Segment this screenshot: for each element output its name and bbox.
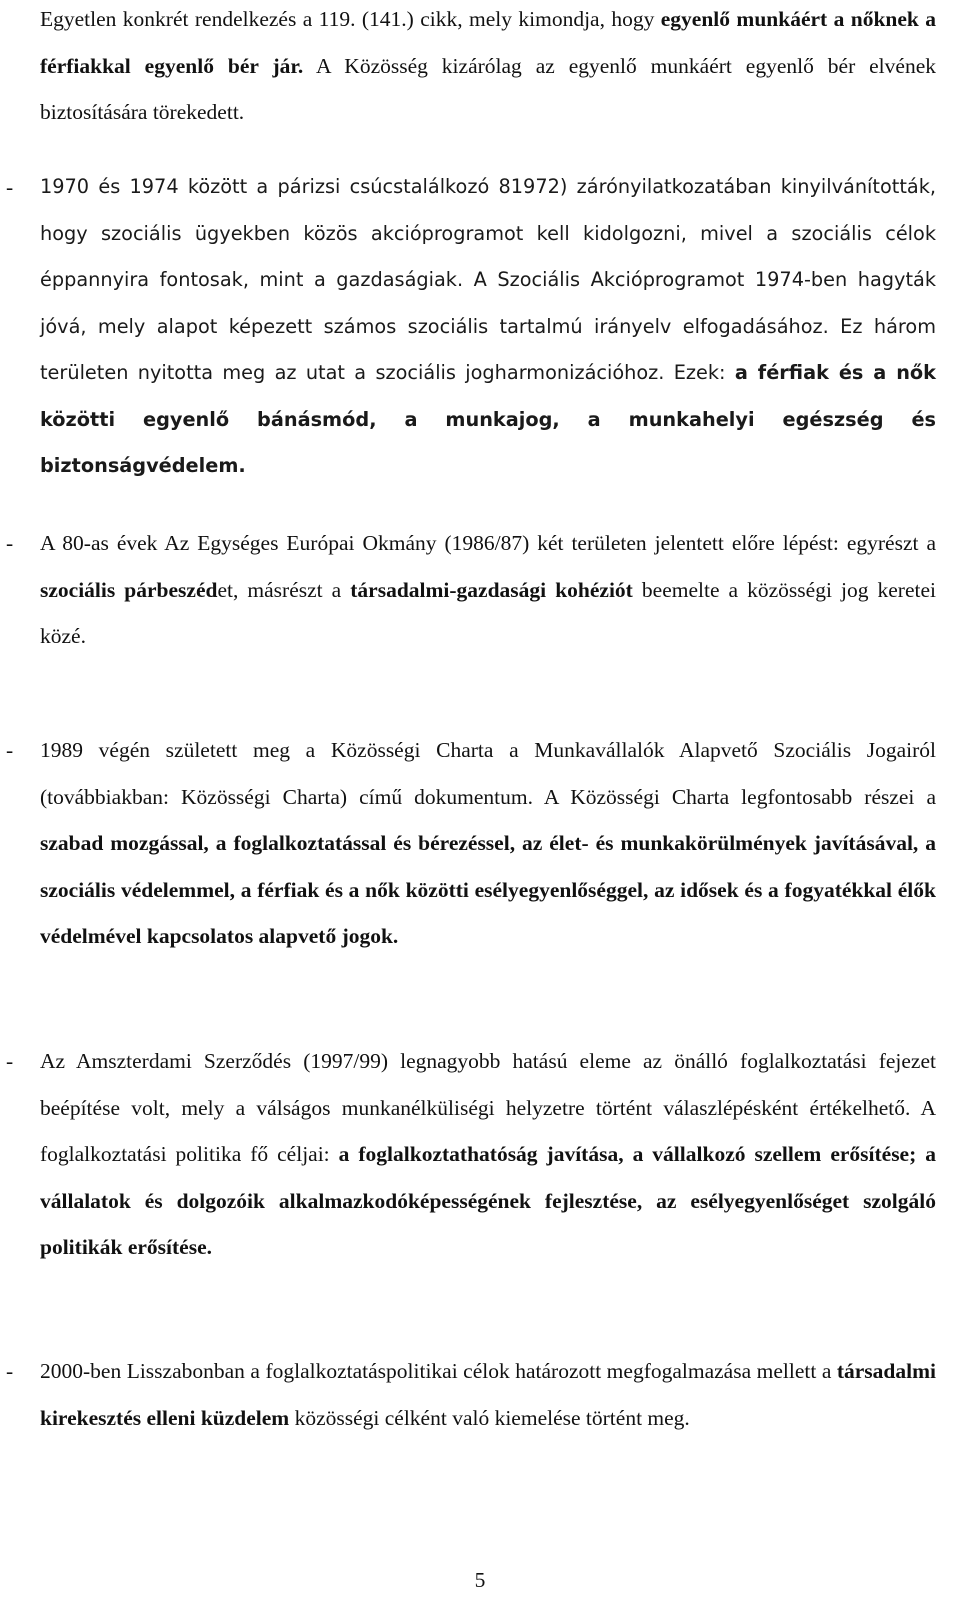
- list-bullet: -: [6, 1359, 14, 1383]
- list-bullet: -: [6, 1049, 14, 1073]
- list-item-text: [40, 164, 936, 490]
- item-text: 1970 és 1974 között a párizsi csúcstalálkozó 81972) zárónyilatkozatában kinyilvánították, hogy szociális ügyekben közös akcióprogramot kell kidolgozni, mivel a szociális célok éppannyira fontosak, mint a gazdaságiak. A Szociális Akcióprogramot 1974-ben hagyták jóvá, mely alapot képezett számos szociális tartalmú irányelv elfogadásához. Ez három területen nyitotta meg az utat a szociális jogharmonizációhoz. Ezek:: [40, 175, 936, 384]
- item-bold: a foglalkoztathatóság javítása, a vállalkozó szellem erősítése; a vállalatok és dolgozóik alkalmazkodóképességének fejlesztése, az esélyegyenlőséget szolgáló politikák erősítése.: [40, 1142, 937, 1259]
- intro-text-2: A Közösség kizárólag az egyenlő munkáért egyenlő bér elvének biztosítására törekedett.: [40, 53, 936, 124]
- intro-paragraph: [40, 0, 936, 136]
- list-item-text: [40, 1348, 936, 1441]
- list-bullet: -: [6, 531, 14, 555]
- item-text: beemelte a közösségi jog keretei közé.: [40, 577, 936, 648]
- item-text: közösségi célként való kiemelése történt meg.: [289, 1405, 690, 1430]
- item-text: Az Amszterdami Szerződés (1997/99) legnagyobb hatású eleme az önálló foglalkoztatási fejezet beépítése volt, mely a válságos munkanélküliségi helyzetre történt válaszlépésként értékelhető. A foglalkoztatási politika fő céljai:: [40, 1049, 936, 1166]
- list-item-text: [40, 727, 936, 960]
- list-bullet: -: [6, 175, 14, 199]
- item-bold: társadalmi kirekesztés elleni küzdelem: [40, 1359, 936, 1430]
- page-number: 5: [474, 1568, 486, 1592]
- item-bold: szociális párbeszéd: [40, 577, 218, 602]
- item-bold: szabad mozgással, a foglalkoztatással és bérezéssel, az élet- és munkakörülmények javításával, a szociális védelemmel, a férfiak és a nők közötti esélyegyenlőséggel, az idősek és a fogyatékkal élők védelmével kapcsolatos alapvető jogok.: [40, 831, 936, 948]
- list-item-text: [40, 520, 936, 660]
- list-item-text: [40, 1038, 936, 1271]
- item-text: et, másrészt a: [217, 577, 351, 602]
- intro-bold-1: egyenlő munkáért a nőknek a férfiakkal egyenlő bér jár.: [40, 7, 936, 78]
- item-text: 1989 végén született meg a Közösségi Charta a Munkavállalók Alapvető Szociális Jogairól (továbbiakban: Közösségi Charta) című dokumentum. A Közösségi Charta legfontosabb részei a: [40, 738, 936, 809]
- list-bullet: -: [6, 738, 14, 762]
- intro-text-1: Egyetlen konkrét rendelkezés a 119. (141.) cikk, mely kimondja, hogy: [40, 7, 661, 31]
- item-text: 2000-ben Lisszabonban a foglalkoztatáspolitikai célok határozott megfogalmazása mellett a: [40, 1359, 837, 1383]
- item-bold: társadalmi-gazdasági kohéziót: [350, 577, 633, 602]
- item-text: A 80-as évek Az Egységes Európai Okmány (1986/87) két területen jelentett előre lépést: egyrészt a: [40, 531, 936, 555]
- item-bold: a férfiak és a nők közötti egyenlő bánásmód, a munkajog, a munkahelyi egészség és biztonságvédelem.: [40, 361, 936, 477]
